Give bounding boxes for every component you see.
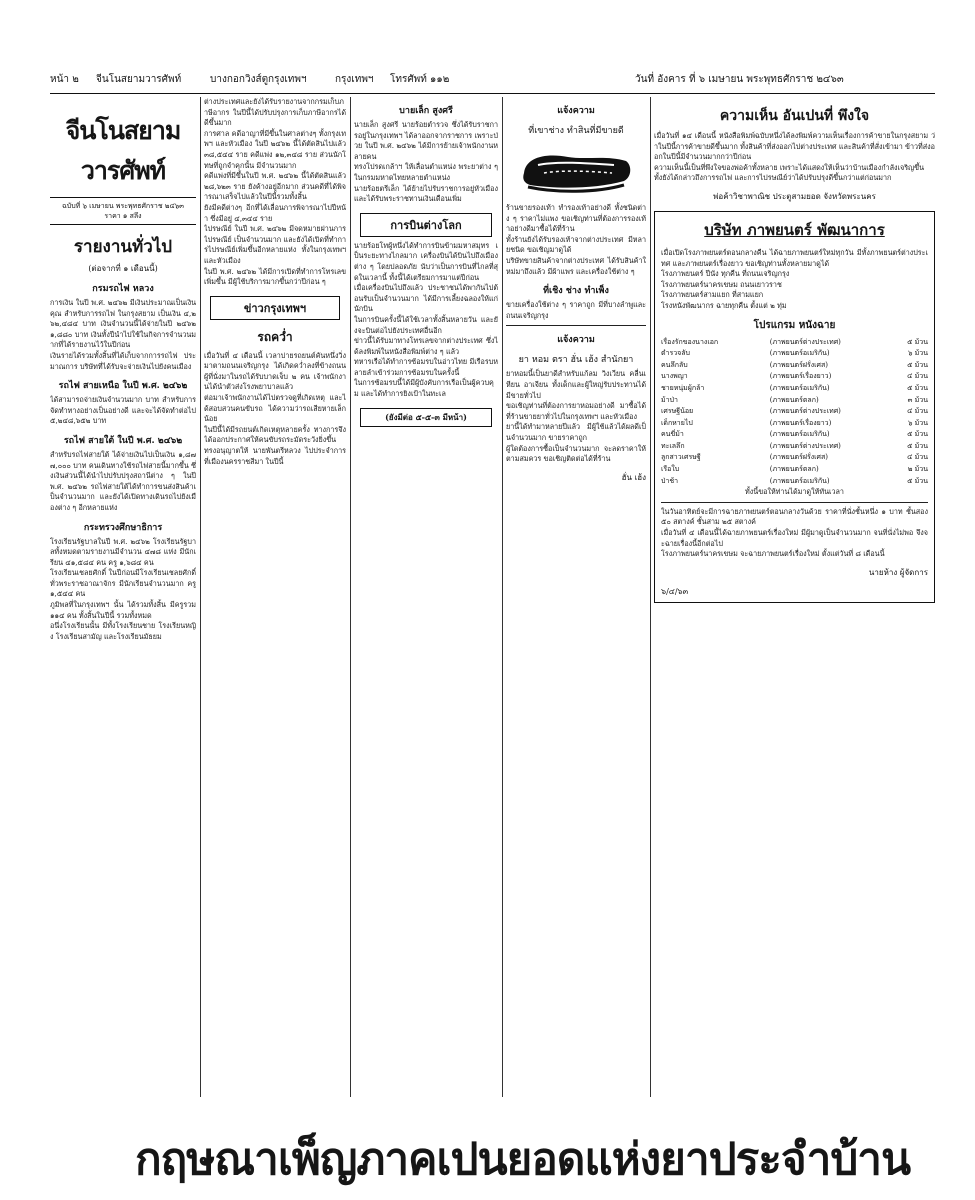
article-paragraph: ไปรษณีย์ ในปี พ.ศ. ๒๔๖๒ มีจดหมายผ่านการไปรษณีย์ เป็นจำนวนมาก และยังได้เปิดที่ทำการไปรษณีย์เพิ่มขึ้นอีกหลายแห่ง ทั้งในกรุงเทพฯ และหัวเมือง — [204, 224, 346, 265]
article-paragraph: โรงเรียนเชลยศักดิ์ ในปีก่อนมีโรงเรียนเชลยศักดิ์ทั่วพระราชอาณาจักร มีนักเรียนจำนวนมาก ครู ๑,๕๔๔ คน — [50, 568, 196, 599]
continued-note: (ยังมีต่อ ๕-๕-๓ มีหน้า) — [360, 408, 492, 427]
ad-paragraph: โรงภาพยนตร์สามแยก ที่สามแยก — [661, 290, 764, 300]
program-film-origin: (ภาพยนตร์อเมริกัน) — [769, 430, 830, 439]
opinion-signature: พ่อค้าวิชาพาณิช ประตูสามยอด จังหวัดพระนคร — [713, 191, 876, 201]
article-paragraph: เงินรายได้รวมทั้งสิ้นที่ได้เก็บจากการรถไฟ ประมาณการ บริษัทที่ได้รับจะจ่ายเงินไปยังคนเมือง — [50, 350, 196, 371]
article-paragraph: คดีแพ่งที่มีขึ้นในปี พ.ศ. ๒๔๖๒ นี้ได้ตัดสินแล้ว ๒๘,๖๒๓ ราย ยังค้างอยู่อีกมาก ส่วนคดีที่ได้พิจารณาเสร็จไปแล้วในปีนี้รวมทั้งสิ้น — [204, 171, 346, 202]
header-tel: โทรศัพท์ ๑๑๒ — [390, 74, 450, 85]
program-film-reels: ๔ ม้วน — [907, 372, 928, 381]
masthead-info — [50, 197, 196, 225]
article-paragraph: ได้สามารถจ่ายเงินจำนวนมาก บาท สำหรับการจัดทำทางอย่างเป็นอย่างดี และจะได้จัดทำต่อไป ๕,๒๔๘,๖๕๒ บาท — [50, 395, 196, 426]
program-row — [661, 429, 928, 441]
program-row — [661, 360, 928, 372]
program-film-origin: (ภาพยนตร์เรื่องยาว) — [769, 372, 832, 381]
program-film-origin: (ภาพยนตร์ฝรั่งเศส) — [769, 360, 828, 369]
article-paragraph: ในปีนี้ได้มีรถยนต์เกิดเหตุหลายครั้ง ทางการจึงได้ออกประกาศให้คนขับรถระมัดระวังยิ่งขึ้น — [204, 424, 346, 445]
article-paragraph: นายร้อยตรีเล็ก ได้ย้ายไปรับราชการอยู่หัวเมือง และได้รับพระราชทานเงินเดือนเพิ่ม — [354, 183, 498, 204]
column-rule — [502, 97, 503, 1097]
ad-signature: นายห้าง ผู้จัดการ — [868, 567, 928, 577]
notice-title: แจ้งความ — [557, 335, 595, 346]
article-paragraph: โรงเรียนรัฐบาลในปี พ.ศ. ๒๔๖๒ โรงเรียนรัฐบาลทั้งหมดตามรายงานมีจำนวน ๔๗๘ แห่ง มีนักเรียน ๔๑,๕๘๔ คน ครู ๑,๖๘๔ คน — [50, 536, 196, 567]
article-paragraph: ยังมีคดีต่างๆ อีกที่ได้เลื่อนการพิจารณาไปปีหน้า ซึ่งมีอยู่ ๔,๓๔๔ ราย — [204, 202, 346, 223]
masthead: จีนโนสยามวารศัพท์ — [65, 116, 181, 185]
column-3 — [354, 97, 498, 1097]
program-film-origin: (ภาพยนตร์เรื่องยาว) — [769, 418, 832, 427]
masthead-issue: ฉบับที่ ๖ เมษายน พระพุทธศักราช ๒๔๖๓ — [62, 202, 184, 210]
article-paragraph: เมื่อวันที่ ๔ เดือนนี้ เวลาบ่ายรถยนต์คันหนึ่งวิ่งมาตามถนนเจริญกรุง ได้เกิดคว่ำลงที่ข้างถนน ผู้ที่นั่งมาในรถได้รับบาดเจ็บ ๒ คน เจ้าพนักงานได้นำตัวส่งโรงพยาบาลแล้ว — [204, 350, 346, 392]
ad-paragraph: ในวันอาทิตย์จะมีการฉายภาพยนตร์ตอนกลางวันด้วย ราคาที่นั่งชั้นหนึ่ง ๑ บาท ชั้นสอง ๕๐ สตางค์ ชั้นสาม ๒๕ สตางค์ — [661, 506, 928, 527]
article-paragraph: ภูมิพลที่ในกรุงเทพฯ นั้น ได้รวมทั้งสิ้น มีครูรวม ๑๑๔ คน ทั้งสิ้นในปีนี้ รวมทั้งหมด — [50, 600, 196, 620]
header-printer: บางกอกวิงส์ตูกรุงเทพฯ — [210, 74, 307, 85]
program-film-origin: (ภาพยนตร์ต่างประเทศ) — [769, 407, 841, 416]
program-film-reels: ๕ ม้วน — [907, 360, 928, 369]
article-paragraph: การศาล คดีอาญาที่มีขึ้นในศาลต่างๆ ทั้งกรุงเทพฯ และหัวเมือง ในปี ๒๔๖๒ นี้ได้ตัดสินไปแล้ว ๓๘,๕๔๔ ราย คดีแพ่ง ๑๒,๓๔๘ ราย ส่วนนักโทษที่ถูกจำคุกนั้น มีจำนวนมาก — [204, 128, 346, 170]
ad-paragraph: เมื่อเปิดโรงภาพยนตร์ตอนกลางคืน ได้ฉายภาพยนตร์ใหม่ทุกวัน มีทั้งภาพยนตร์ต่างประเทศ และภาพยนตร์เรื่องยาว ขอเชิญท่านทั้งหลายมาดูได้ — [661, 247, 928, 268]
program-row — [661, 452, 928, 464]
article-paragraph: เมื่อเครื่องบินไปถึงแล้ว ประชาชนได้พากันไปต้อนรับเป็นจำนวนมาก ได้มีการเลี้ยงฉลองให้แก่นักบิน — [354, 283, 498, 314]
program-film-reels: ๕ ม้วน — [907, 476, 928, 485]
program-film-title: ทะเลลึก — [661, 441, 685, 450]
program-film-reels: ๔ ม้วน — [907, 407, 928, 416]
program-film-origin: (ภาพยนตร์อเมริกัน) — [769, 383, 830, 392]
program-row — [661, 395, 928, 407]
program-row — [661, 337, 928, 349]
masthead-price: ราคา ๑ สลึง — [104, 212, 142, 220]
section-heading: กระทรวงศึกษาธิการ — [83, 522, 163, 533]
program-row — [661, 371, 928, 383]
column-rule — [350, 97, 351, 1097]
program-film-origin: (ภาพยนตร์อเมริกัน) — [769, 476, 830, 485]
ad-paragraph: โรงภาพยนตร์นาครเขษม ถนนเยาวราช — [661, 279, 782, 289]
program-film-title: เรื่องรักของนางเอก — [661, 337, 719, 346]
program-film-title: ป่าช้า — [661, 476, 679, 485]
article-paragraph: ในการบินครั้งนี้ได้ใช้เวลาทั้งสิ้นหลายวัน และยังจะบินต่อไปยังประเทศอื่นอีก — [354, 314, 498, 335]
program-film-reels: ๕ ม้วน — [907, 383, 928, 392]
ad-paragraph: โรงหนังพัฒนากร ฉายทุกคืน ตั้งแต่ ๒ ทุ่ม — [661, 300, 787, 310]
program-film-reels: ๓ ม้วน — [907, 395, 928, 404]
program-film-title: ลูกสาวเศรษฐี — [661, 453, 701, 462]
article-paragraph: ต่อมาเจ้าพนักงานได้ไปตรวจดูที่เกิดเหตุ และได้สอบสวนคนขับรถ ได้ความว่ารถเสียหายเล็กน้อย — [204, 393, 346, 424]
article-paragraph: สำหรับรถไฟสายใต้ ได้จ่ายเงินไปเป็นเงิน ๑,๘๗๗,๐๐๐ บาท คนเดินทางใช้รถไฟสายนี้มากขึ้น ซึ่งเงินส่วนนี้ได้นำไปปรับปรุงสถานีต่าง ๆ ในปี พ.ศ. ๒๔๖๒ รถไฟสายใต้ได้ทำการขนส่งสินค้าเป็นจำนวนมาก และยังได้เปิดทางเดินรถไปยังเมืองต่าง ๆ อีกหลายแห่ง — [50, 449, 196, 512]
article-paragraph: ข่าวนี้ได้รับมาทางโทรเลขจากต่างประเทศ ซึ่งได้ลงพิมพ์ในหนังสือพิมพ์ต่าง ๆ แล้ว — [354, 336, 498, 356]
cinema-advertisement — [654, 211, 935, 603]
report-subtitle: (ต่อจากที่ ๑ เดือนนี้) — [88, 264, 158, 273]
section-heading: รถไฟ สายใต้ ในปี พ.ศ. ๒๔๖๒ — [63, 435, 183, 446]
article-paragraph: ทหารเรือได้ทำการซ้อมรบในอ่าวไทย มีเรือรบหลายลำเข้าร่วมการซ้อมรบในครั้งนี้ — [354, 357, 498, 377]
program-film-reels: ๖ ม้วน — [908, 418, 928, 427]
page-header — [50, 63, 935, 94]
program-row — [661, 464, 928, 476]
column-4 — [506, 97, 646, 1097]
newspaper-page — [50, 63, 935, 1200]
program-film-reels: ๕ ม้วน — [907, 430, 928, 439]
program-film-title: คนลึกลับ — [661, 360, 688, 369]
page-number: หน้า ๒ — [50, 74, 79, 85]
ad-date: ๖/๔/๖๓ — [661, 586, 689, 596]
notice-subtitle: ยา หอม ตรา ฮั่น เฮ้ง สำนักยา — [518, 355, 634, 366]
article-paragraph: ความเห็นนี้เป็นที่พึงใจของพ่อค้าทั้งหลาย เพราะได้แสดงให้เห็นว่าบ้านเมืองกำลังเจริญขึ้น — [654, 162, 925, 172]
program-row — [661, 383, 928, 395]
article-paragraph: การเงิน ในปี พ.ศ. ๒๔๖๒ มีเงินประมาณเป็นเงินคุณ สำหรับการรถไฟ ในกรุงสยาม เป็นเงิน ๔,๒๖๒,๔๘๔ บาท เงินจำนวนนี้ได้จ่ายในปี ๒๔๖๒ ๑,๘๘๐ บาท เงินทั้งปีนำไปใช้ในกิจการจำนวนมากที่ได้รายงานไว้ในปีก่อน — [50, 298, 196, 350]
article-paragraph: ต่างประเทศและยังได้รับรายงานจากกรมเก็บภาษีอากร ในปีนี้ได้ปรับปรุงการเก็บภาษีอากรได้ดีขึ้นมาก — [204, 97, 346, 128]
program-title: โปรแกรม หนังฉาย — [753, 319, 836, 331]
column-1 — [50, 97, 196, 1097]
article-paragraph: ทรงโปรดเกล้าฯ ให้เลื่อนตำแหน่ง พระยาต่าง ๆ ในกรมมหาดไทยหลายตำแหน่ง — [354, 162, 498, 182]
article-paragraph: นายร้อยโทผู้หนึ่งได้ทำการบินข้ามมหาสมุทร เป็นระยะทางไกลมาก เครื่องบินได้บินไปถึงเมืองต่าง ๆ โดยปลอดภัย นับว่าเป็นการบินที่ไกลที่สุดในเวลานี้ ทั้งนี้ได้เตรียมการมาแต่ปีก่อน — [354, 240, 498, 282]
column-rule — [200, 97, 201, 1097]
article-paragraph: ยาหอมนี้เป็นยาดีสำหรับแก้ลม วิงเวียน คลื่นเหียน อาเจียน ทั้งเด็กและผู้ใหญ่รับประทานได้ มีขายทั่วไป — [506, 369, 646, 400]
article-paragraph: ผู้ใดต้องการซื้อเป็นจำนวนมาก จะลดราคาให้ตามสมควร ขอเชิญติดต่อได้ที่ร้าน — [506, 443, 646, 464]
ad-paragraph: โรงภาพยนตร์ ปีนัง ทุกคืน ที่ถนนเจริญกรุง — [661, 269, 790, 279]
program-film-origin: (ภาพยนตร์อเมริกัน) — [769, 349, 830, 358]
ad-paragraph: โรงภาพยนตร์นาครเขษม จะฉายภาพยนตร์เรื่องใหม่ ตั้งแต่วันที่ ๘ เดือนนี้ — [661, 549, 885, 559]
section-heading: ที่เชิง ช่าง ทำเพ็ง — [543, 286, 609, 297]
program-film-origin: (ภาพยนตร์ต่างประเทศ) — [769, 337, 841, 346]
shoe-illustration — [516, 143, 636, 199]
header-city: กรุงเทพฯ — [335, 74, 374, 85]
article-paragraph: อนึ่งโรงเรียนนั้น มีทั้งโรงเรียนชาย โรงเรียนหญิง โรงเรียนสามัญ และโรงเรียนมัธยม — [50, 621, 196, 641]
footer-advertisement-banner: กฤษณาเพ็ญภาคเปนยอดแห่งยาประจำบ้าน — [135, 1134, 911, 1185]
report-title: รายงานทั่วไป — [73, 237, 173, 257]
article-paragraph: ในการซ้อมรบนี้ได้มีผู้บังคับการเรือเป็นผู้ควบคุม และได้ทำการยิงเป้าในทะเล — [354, 378, 494, 399]
program-film-reels: ๔ ม้วน — [907, 453, 928, 462]
article-paragraph: ทั้งยังได้กล่าวถึงการรถไฟ และการไปรษณีย์ว่าได้ปรับปรุงดีขึ้นกว่าแต่ก่อนมาก — [654, 173, 892, 183]
program-film-title: เศรษฐีน้อย — [661, 407, 694, 416]
program-film-reels: ๖ ม้วน — [908, 349, 928, 358]
divider — [661, 502, 928, 503]
program-film-reels: ๕ ม้วน — [907, 337, 928, 346]
article-paragraph: ร้านขายรองเท้า ทำรองเท้าอย่างดี ทั้งชนิดต่าง ๆ ราคาไม่แพง ขอเชิญท่านที่ต้องการรองเท้าอย่างดีมาซื้อได้ที่ร้าน — [506, 203, 646, 234]
program-row — [661, 441, 928, 453]
article-paragraph: นายเล็ก สูงศรี นายร้อยตำรวจ ซึ่งได้รับราชการอยู่ในกรุงเทพฯ ได้ลาออกจากราชการ เพราะป่วย ในปี พ.ศ. ๒๔๖๒ ได้มีการย้ายเจ้าพนักงานหลายคน — [354, 120, 498, 161]
program-film-title: ตำรวจลับ — [661, 349, 691, 358]
program-film-title: ม้าป่า — [661, 395, 678, 404]
article-paragraph: ขอเชิญท่านที่ต้องการยาหอมอย่างดี มาซื้อได้ที่ร้านขายยาทั่วไปในกรุงเทพฯ และหัวเมือง — [506, 401, 646, 421]
section-heading: รถไฟ สายเหนือ ในปี พ.ศ. ๒๔๖๒ — [58, 381, 188, 392]
header-paper-name: จีนโนสยามวารศัพท์ — [96, 74, 182, 85]
program-footnote: ทั้งนี้ขอให้ท่านได้มาดูให้ทันเวลา — [745, 487, 844, 497]
divider — [506, 325, 646, 326]
ad-paragraph: เมื่อวันที่ ๔ เดือนนี้ได้ฉายภาพยนตร์เรื่องใหม่ มีผู้มาดูเป็นจำนวนมาก จนที่นั่งไม่พอ จึงจะฉายเรื่องนี้อีกต่อไป — [661, 528, 928, 548]
program-film-title: คนขี่ม้า — [661, 430, 684, 439]
article-paragraph: บริษัทขายสินค้าจากต่างประเทศ ได้รับสินค้าใหม่มาถึงแล้ว มีผ้าแพร และเครื่องใช้ต่าง ๆ — [506, 255, 646, 276]
program-row — [661, 348, 928, 360]
article-paragraph: เมื่อวันที่ ๑๔ เดือนนี้ หนังสือพิมพ์ฉบับหนึ่งได้ลงพิมพ์ความเห็นเรื่องการค้าขายในกรุงสยาม ว่าในปีนี้การค้าขายดีขึ้นมาก ทั้งสินค้าที่ส่งออกไปต่างประเทศ และสินค้าที่สั่งเข้ามา ข้าวที่ส่งออกในปีนี้มีจำนวนมากกว่าปีก่อน — [654, 131, 935, 162]
section-heading: รถคว่ำ — [257, 329, 293, 344]
program-list — [661, 337, 928, 488]
ad-title: บริษัท ภาพยนตร์ พัฒนาการ — [704, 220, 885, 239]
section-heading: กรมรถไฟ หลวง — [92, 284, 154, 294]
program-film-reels: ๕ ม้วน — [907, 441, 928, 450]
program-film-origin: (ภาพยนตร์ตลก) — [769, 465, 819, 474]
opinion-title: ความเห็น อันเปนที่ พึงใจ — [719, 108, 870, 124]
news-box-title: การบินต่างโลก — [360, 213, 492, 237]
program-film-title: นางพญา — [661, 372, 688, 381]
column-rule — [650, 97, 651, 1097]
notice-title: แจ้งความ — [557, 106, 595, 116]
column-5 — [654, 97, 935, 1097]
article-paragraph: ขายเครื่องใช้ต่าง ๆ ราคาถูก มีที่บางลำพูและถนนเจริญกรุง — [506, 300, 646, 320]
program-film-origin: (ภาพยนตร์ตลก) — [769, 395, 819, 404]
article-paragraph: ทั้งร้านยังได้รับรองเท้าจากต่างประเทศ มีหลายชนิด ขอเชิญมาดูได้ — [506, 234, 646, 255]
section-heading: บายเล็ก สูงศรี — [399, 106, 453, 116]
header-date: วันที่ อังคาร ที่ ๖ เมษายน พระพุทธศักราช ๒๔๖๓ — [635, 74, 844, 85]
notice-signature: ฮั่น เฮ้ง — [621, 472, 646, 482]
program-film-title: ชายหนุ่มผู้กล้า — [661, 383, 705, 392]
article-paragraph: ในปี พ.ศ. ๒๔๖๒ ได้มีการเปิดที่ทำการโทรเลขเพิ่มขึ้น มีผู้ใช้บริการมากขึ้นกว่าปีก่อน ๆ — [204, 266, 346, 287]
column-2 — [204, 97, 346, 1097]
notice-subtitle: ที่เขาช่าง ทำสินที่มีขายดี — [528, 126, 624, 136]
article-paragraph: ทรงอนุญาตให้ นายพันตรีหลวง ไปประจำการ ที่เมืองนครราชสีมา ในปีนี้ — [204, 446, 346, 466]
program-row — [661, 476, 928, 488]
program-row — [661, 406, 928, 418]
program-film-title: เด็กหายไป — [661, 418, 693, 427]
program-film-reels: ๒ ม้วน — [907, 465, 928, 474]
program-film-origin: (ภาพยนตร์ฝรั่งเศส) — [769, 453, 828, 462]
program-row — [661, 418, 928, 430]
news-box-title: ข่าวกรุงเทพฯ — [210, 296, 340, 320]
program-film-origin: (ภาพยนตร์ต่างประเทศ) — [769, 441, 841, 450]
program-film-title: เรือใบ — [661, 465, 680, 474]
article-paragraph: ยานี้ได้ทำมาหลายปีแล้ว มีผู้ใช้แล้วได้ผลดีเป็นจำนวนมาก ขายราคาถูก — [506, 422, 646, 442]
